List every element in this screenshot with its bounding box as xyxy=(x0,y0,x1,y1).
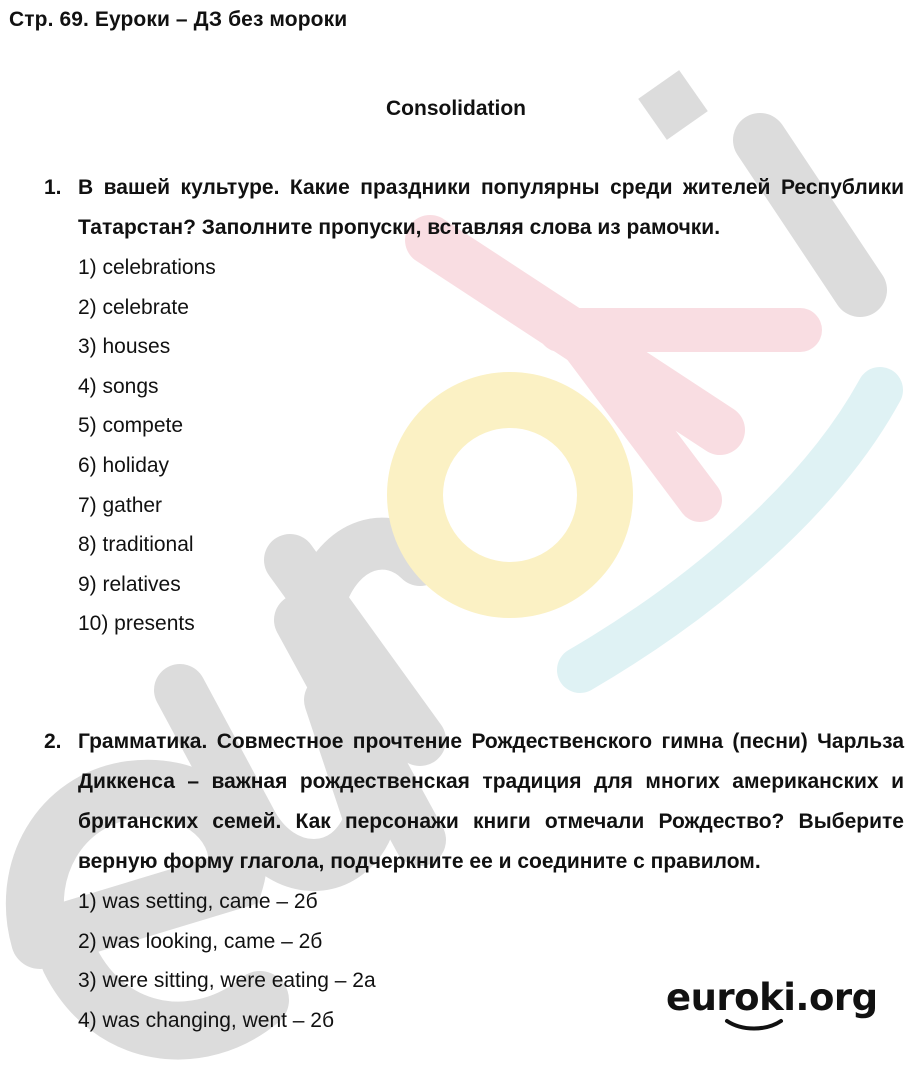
answer-item: 5) compete xyxy=(78,414,184,438)
answer-item: 8) traditional xyxy=(78,533,194,557)
answer-item: 2) was looking, came – 2б xyxy=(78,929,323,953)
answer-item: 7) gather xyxy=(78,493,163,517)
task-number: 1. xyxy=(44,176,62,199)
task-1 xyxy=(44,168,904,644)
task-instruction: В вашей культуре. Какие праздники популярны среди жителей Республики Татарстан? Заполните пропуски, вставляя слова из рамочки. xyxy=(78,176,904,239)
answer-item: 3) were sitting, were eating – 2а xyxy=(78,969,376,993)
answer-item: 1) celebrations xyxy=(78,256,216,279)
task-instruction: Грамматика. Совместное прочтение Рождественского гимна (песни) Чарльза Диккенса – важная рождественская традиция для многих американских и британских семей. Как персонажи книги отмечали Рождество? Выберите верную форму глагола, подчеркните ее и соедините с правилом. xyxy=(78,730,904,873)
logo-smile-icon xyxy=(724,1017,784,1033)
section-title: Consolidation xyxy=(386,97,526,120)
euroki-logo: euroki.org xyxy=(666,976,878,1019)
page-header: Стр. 69. Еуроки – ДЗ без мороки xyxy=(9,8,348,31)
answer-item: 4) songs xyxy=(78,374,159,398)
answer-item: 4) was changing, went – 2б xyxy=(78,1008,335,1032)
answer-item: 10) presents xyxy=(78,612,195,636)
answer-item: 1) was setting, came – 2б xyxy=(78,890,318,913)
answer-item: 2) celebrate xyxy=(78,295,189,319)
answer-item: 3) houses xyxy=(78,335,171,359)
answer-item: 9) relatives xyxy=(78,572,181,596)
answer-item: 6) holiday xyxy=(78,453,170,477)
task-number: 2. xyxy=(44,730,62,753)
answer-list xyxy=(78,248,904,644)
